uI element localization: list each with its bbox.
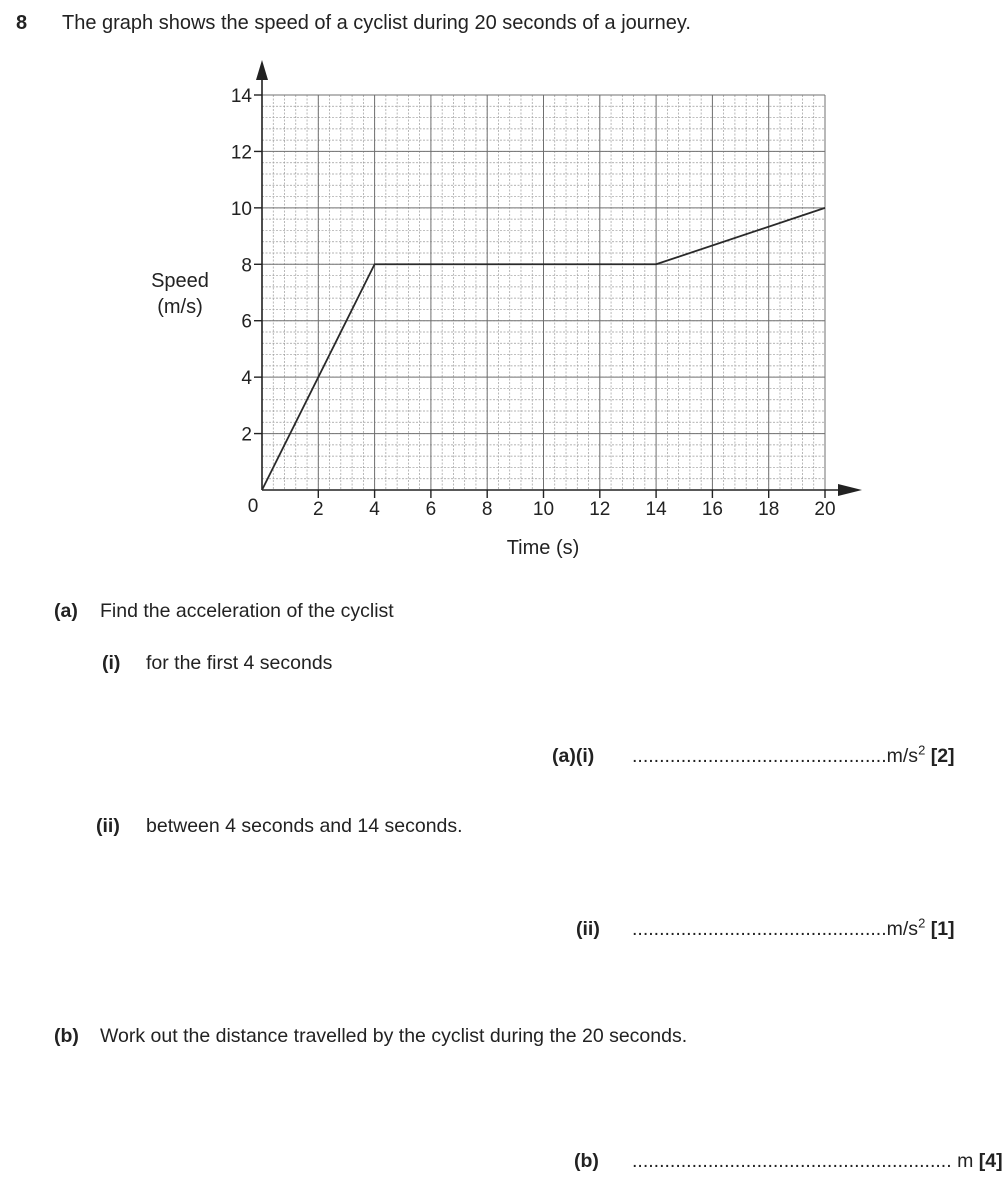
- answer-a-i-unit-sup: 2: [918, 742, 926, 758]
- answer-a-ii-unit-sup: 2: [918, 915, 926, 931]
- x-tick-label: 18: [758, 499, 780, 520]
- answer-a-ii-unit: m/s: [886, 918, 919, 940]
- question-text: The graph shows the speed of a cyclist during 20 seconds of a journey.: [62, 12, 691, 34]
- y-tick-label: 8: [241, 255, 252, 277]
- x-tick-label: 10: [532, 499, 555, 520]
- answer-b-field[interactable]: [632, 1150, 1003, 1173]
- speed-time-graph: [0, 0, 1008, 580]
- answer-b-label: (b): [574, 1150, 599, 1172]
- answer-b-unit: m: [957, 1150, 974, 1172]
- origin-label: 0: [247, 496, 259, 517]
- y-tick-label: 10: [230, 198, 252, 220]
- answer-a-ii-marks: [1]: [930, 918, 955, 940]
- y-tick-label: 4: [241, 368, 252, 390]
- answer-a-i-label: (a)(i): [552, 745, 595, 767]
- x-tick-label: 16: [701, 499, 723, 520]
- answer-a-i-marks: [2]: [930, 745, 955, 767]
- x-ticks: [313, 490, 836, 520]
- answer-line-b: [574, 1150, 599, 1173]
- question-number: 8: [16, 12, 28, 34]
- y-tick-label: 6: [241, 311, 252, 333]
- y-tick-label: 2: [241, 424, 252, 446]
- answer-a-ii-dots[interactable]: ...............................................: [632, 918, 887, 940]
- answer-a-i-field[interactable]: [632, 742, 955, 768]
- answer-line-a-i: [552, 745, 594, 768]
- part-b-text: Work out the distance travelled by the cyclist during the 20 seconds.: [100, 1025, 688, 1047]
- answer-a-ii-field[interactable]: [632, 915, 955, 941]
- y-axis-label-line1: Speed: [151, 270, 209, 292]
- x-tick-label: 14: [645, 499, 667, 520]
- y-ticks: [231, 86, 262, 446]
- answer-b-marks: [4]: [978, 1150, 1003, 1172]
- answer-a-i-dots[interactable]: ...............................................: [632, 745, 887, 767]
- answer-line-a-ii: [576, 918, 600, 941]
- y-axis-arrow-icon: [256, 60, 268, 80]
- grid-major: [262, 95, 825, 490]
- part-a-ii-label: (ii): [96, 815, 120, 837]
- answer-b-dots[interactable]: ...........................................................: [632, 1150, 952, 1172]
- answer-a-i-unit: m/s: [886, 745, 919, 767]
- part-a-label: (a): [54, 600, 78, 622]
- x-axis-arrow-icon: [838, 484, 862, 496]
- axes: [256, 60, 862, 496]
- x-tick-label: 4: [369, 499, 380, 520]
- part-a-i-label: (i): [102, 652, 121, 674]
- x-axis-label: Time (s): [506, 537, 580, 559]
- part-a-text: Find the acceleration of the cyclist: [100, 600, 394, 622]
- part-a-i-text: for the first 4 seconds: [146, 652, 333, 674]
- x-tick-label: 20: [814, 499, 836, 520]
- y-tick-label: 12: [230, 142, 252, 164]
- x-tick-label: 6: [425, 499, 437, 520]
- answer-a-ii-label: (ii): [576, 918, 600, 940]
- part-a-ii-text: between 4 seconds and 14 seconds.: [146, 815, 463, 837]
- y-axis-label-line2: (m/s): [157, 296, 203, 318]
- x-tick-label: 2: [313, 499, 324, 520]
- x-tick-label: 8: [481, 499, 493, 520]
- y-tick-label: 14: [230, 86, 252, 107]
- part-b-label: (b): [54, 1025, 79, 1047]
- x-tick-label: 12: [589, 499, 611, 520]
